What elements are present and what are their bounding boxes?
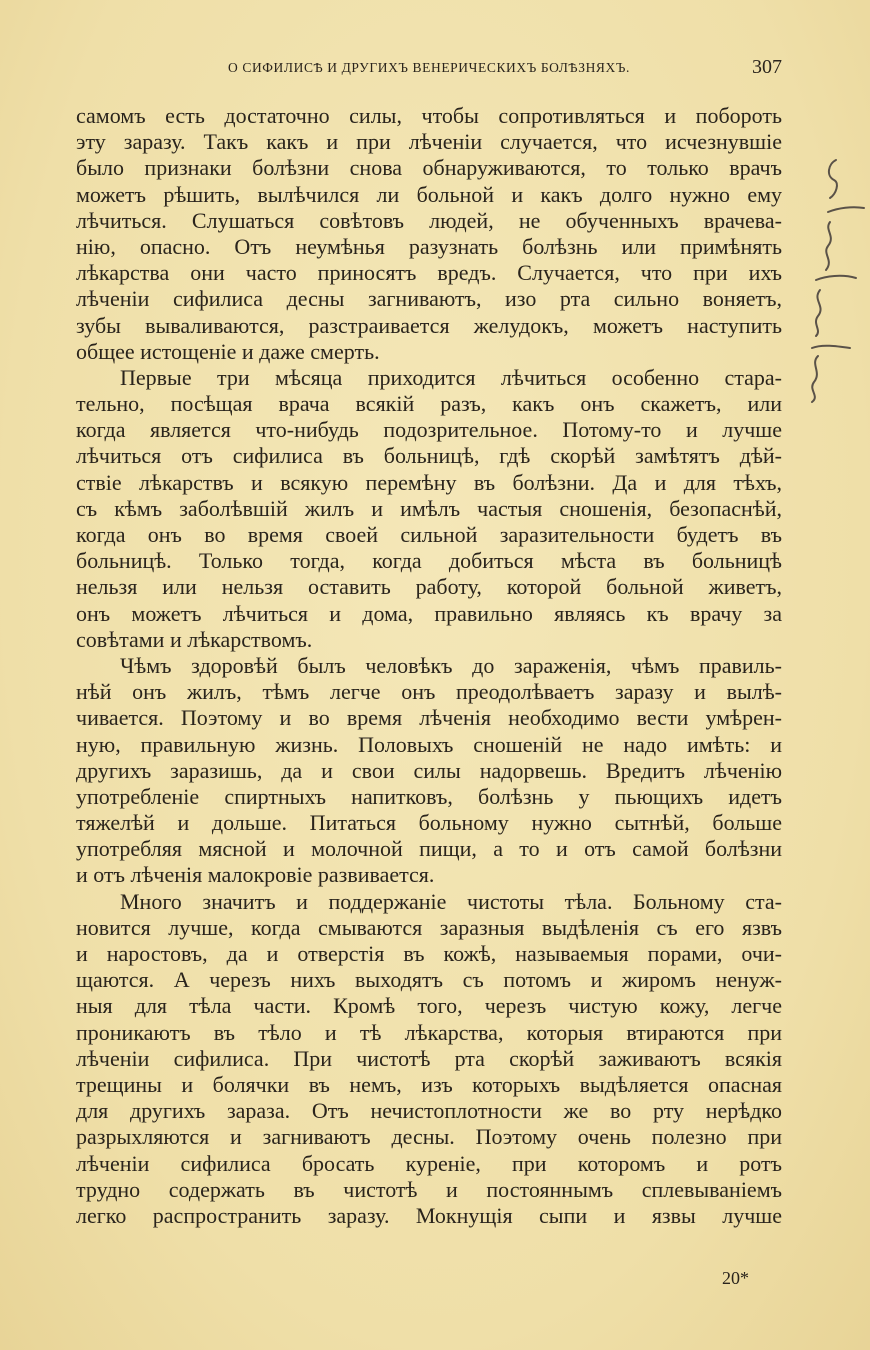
text-line: ствіе лѣкарствъ и всякую перемѣну въ болѣзни. Да и для тѣхъ, [76,469,782,495]
text-line: трудно содержать въ чистотѣ и постояннымъ сплевываніемъ [76,1176,782,1202]
text-line: нѣй онъ жилъ, тѣмъ легче онъ преодолѣваетъ заразу и вылѣ- [76,679,782,705]
text-line: и наростовъ, да и отверстія въ кожѣ, называемыя порами, очи- [76,941,782,966]
text-line: проникаютъ въ тѣло и тѣ лѣкарства, которыя втираются при [76,1019,782,1045]
text-line: лѣченіи сифилиса. При чистотѣ рта скорѣй заживаютъ всякія [76,1045,782,1071]
text-line: чивается. Поэтому и во время лѣченія необходимо вести умѣрен- [76,705,782,731]
text-line: лѣчиться. Слушаться совѣтовъ людей, не обученныхъ врачева- [76,207,782,233]
text-line: ную, правильную жизнь. Половыхъ сношеній не надо имѣть: и [76,731,782,757]
text-line: новится лучше, когда смываются заразныя выдѣленія съ его язвъ [76,914,782,940]
body-text [76,103,782,1229]
text-line: когда онъ во время своей сильной заразительности будетъ въ [76,522,782,547]
text-line: разрыхляются и загниваютъ десны. Поэтому очень полезно при [76,1124,782,1150]
text-line: употребленіе спиртныхъ напитковъ, болѣзнь у пьющихъ идетъ [76,783,782,809]
text-line: употребляя мясной и молочной пищи, а то и отъ самой болѣзни [76,836,782,862]
text-line: можетъ рѣшить, вылѣчился ли больной и какъ долго нужно ему [76,181,782,207]
page-header [76,56,782,84]
text-line: съ кѣмъ заболѣвшій жилъ и имѣлъ частыя сношенія, безопаснѣй, [76,495,782,521]
running-head: О СИФИЛИСѢ И ДРУГИХЪ ВЕНЕРИЧЕСКИХЪ БОЛѢЗНЯХЪ. [228,60,630,75]
text-line: для другихъ зараза. Отъ нечистоплотности же во рту нерѣдко [76,1098,782,1124]
text-line: ныя для тѣла части. Кромѣ того, черезъ чистую кожу, легче [76,993,782,1019]
text-line: тельно, посѣщая врача всякій разъ, какъ онъ скажетъ, или [76,391,782,417]
text-line: легко распространить заразу. Мокнущія сыпи и язвы лучше [76,1202,782,1228]
text-line: было признаки болѣзни снова обнаруживаются, то только врачъ [76,155,782,181]
text-line: эту заразу. Такъ какъ и при лѣченіи случается, что исчезнувшіе [76,129,782,155]
text-line: Чѣмъ здоровѣй былъ человѣкъ до зараженія, чѣмъ правиль- [120,652,782,678]
text-line: зубы вываливаются, разстраивается желудокъ, можетъ наступить [76,312,782,338]
text-line: онъ можетъ лѣчиться и дома, правильно являясь къ врачу за [76,600,782,626]
text-line: общее истощеніе и даже смерть. [76,338,380,364]
handwritten-margin-marks [776,150,870,410]
text-line: тяжелѣй и дольше. Питаться больному нужно сытнѣй, больше [76,810,782,836]
signature-mark: 20* [722,1268,749,1288]
text-line: Много значитъ и поддержаніе чистоты тѣла. Больному ста- [120,888,782,914]
text-line: больницѣ. Только тогда, когда добиться мѣста въ больницѣ [76,548,782,574]
text-line: Первые три мѣсяца приходится лѣчиться особенно стара- [120,364,782,390]
text-line: нельзя или нельзя оставить работу, которой больной живетъ, [76,574,782,600]
text-line: трещины и болячки въ немъ, изъ которыхъ выдѣляется опасная [76,1071,782,1097]
page-number: 307 [752,56,782,78]
text-line: нію, опасно. Отъ неумѣнья разузнать болѣзнь или примѣнять [76,233,782,259]
text-line: лѣченіи сифилиса десны загниваютъ, изо рта сильно воняетъ, [76,286,782,312]
text-line: лѣкарства они часто приносятъ вредъ. Случается, что при ихъ [76,260,782,286]
text-line: и отъ лѣченія малокровіе развивается. [76,862,435,888]
text-line: лѣченіи сифилиса бросать куреніе, при которомъ и ротъ [76,1150,782,1176]
text-line: когда является что-нибудь подозрительное. Потому-то и лучше [76,417,782,443]
text-line: самомъ есть достаточно силы, чтобы сопротивляться и побороть [76,103,782,128]
text-line: другихъ заразишь, да и свои силы надорвешь. Вредитъ лѣченію [76,757,782,783]
text-line: лѣчиться отъ сифилиса въ больницѣ, гдѣ скорѣй замѣтятъ дѣй- [76,443,782,469]
text-line: щаются. А черезъ нихъ выходятъ съ потомъ и жиромъ ненуж- [76,967,782,993]
text-line: совѣтами и лѣкарствомъ. [76,626,313,652]
